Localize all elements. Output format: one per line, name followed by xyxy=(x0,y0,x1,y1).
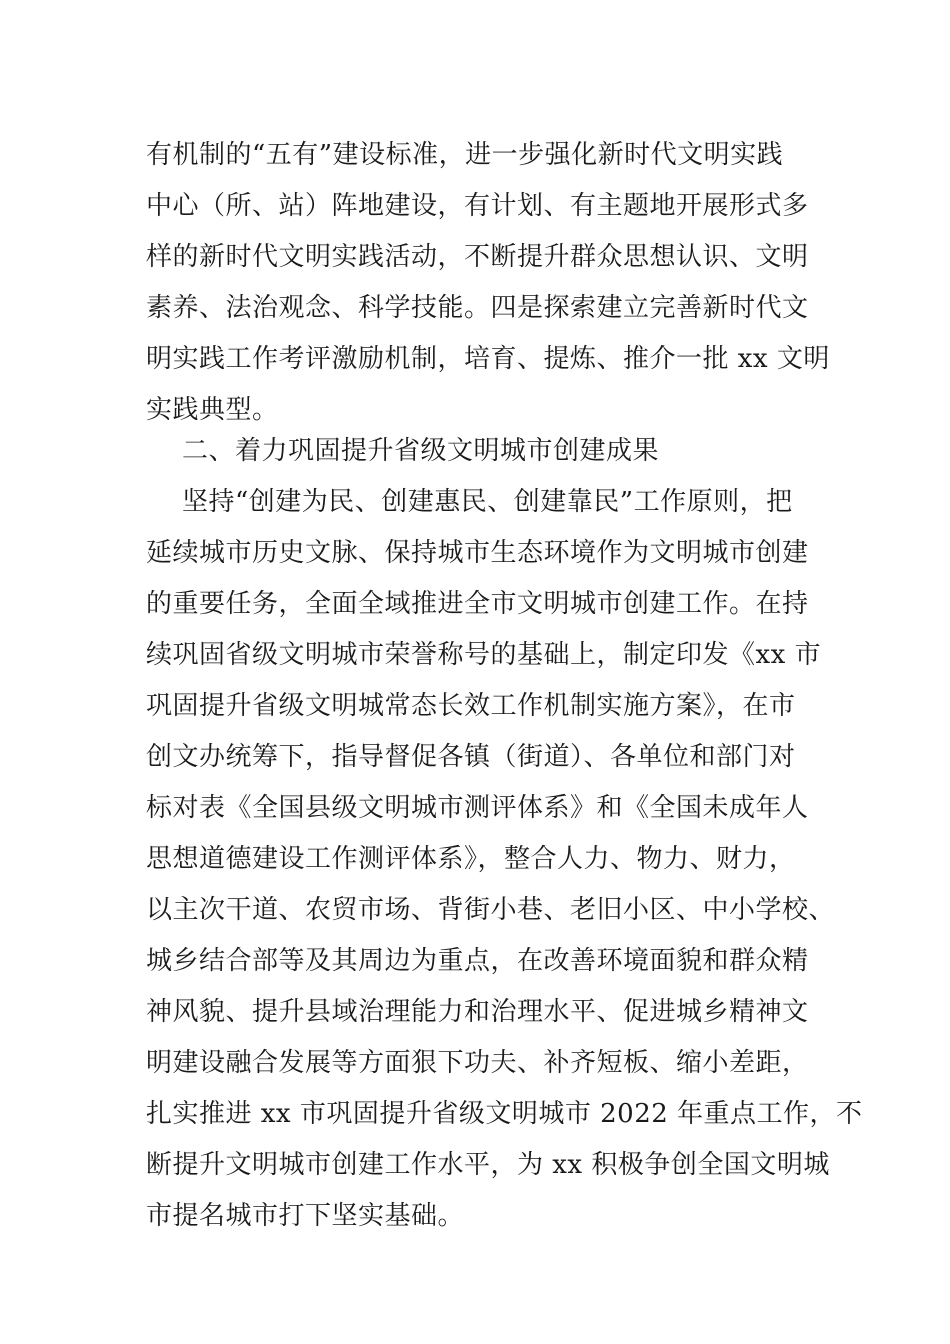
paragraph-line: 素养、法治观念、科学技能。四是探索建立完善新时代文 xyxy=(146,293,809,323)
paragraph-line: 以主次干道、农贸市场、背街小巷、老旧小区、中小学校、 xyxy=(146,895,836,925)
section-heading: 二、着力巩固提升省级文明城市创建成果 xyxy=(182,436,660,466)
paragraph-line: 扎实推进 xx 市巩固提升省级文明城市 2022 年重点工作，不 xyxy=(146,1099,863,1129)
paragraph-line: 明实践工作考评激励机制，培育、提炼、推介一批 xx 文明 xyxy=(146,344,830,374)
paragraph-line: 中心（所、站）阵地建设，有计划、有主题地开展形式多 xyxy=(146,191,809,221)
paragraph-line: 城乡结合部等及其周边为重点，在改善环境面貌和群众精 xyxy=(146,946,809,976)
paragraph-line: 样的新时代文明实践活动，不断提升群众思想认识、文明 xyxy=(146,242,809,272)
paragraph-line: 创文办统筹下，指导督促各镇（街道）、各单位和部门对 xyxy=(146,742,796,772)
paragraph-line: 有机制的“五有”建设标准，进一步强化新时代文明实践 xyxy=(146,140,784,170)
paragraph-line: 标对表《全国县级文明城市测评体系》和《全国未成年人 xyxy=(146,793,809,823)
paragraph-line: 延续城市历史文脉、保持城市生态环境作为文明城市创建 xyxy=(146,538,809,568)
paragraph-line: 神风貌、提升县域治理能力和治理水平、促进城乡精神文 xyxy=(146,997,809,1027)
paragraph-line: 市提名城市打下坚实基础。 xyxy=(146,1201,465,1231)
paragraph-line: 坚持“创建为民、创建惠民、创建靠民”工作原则，把 xyxy=(182,487,793,517)
paragraph-line: 续巩固省级文明城市荣誉称号的基础上，制定印发《xx 市 xyxy=(146,640,822,670)
paragraph-line: 思想道德建设工作测评体系》，整合人力、物力、财力， xyxy=(146,844,796,874)
paragraph-line: 巩固提升省级文明城常态长效工作机制实施方案》，在市 xyxy=(146,691,796,721)
paragraph-line: 的重要任务，全面全域推进全市文明城市创建工作。在持 xyxy=(146,589,809,619)
paragraph-line: 断提升文明城市创建工作水平，为 xx 积极争创全国文明城 xyxy=(146,1150,830,1180)
paragraph-line: 实践典型。 xyxy=(146,395,279,425)
paragraph-line: 明建设融合发展等方面狠下功夫、补齐短板、缩小差距， xyxy=(146,1048,809,1078)
